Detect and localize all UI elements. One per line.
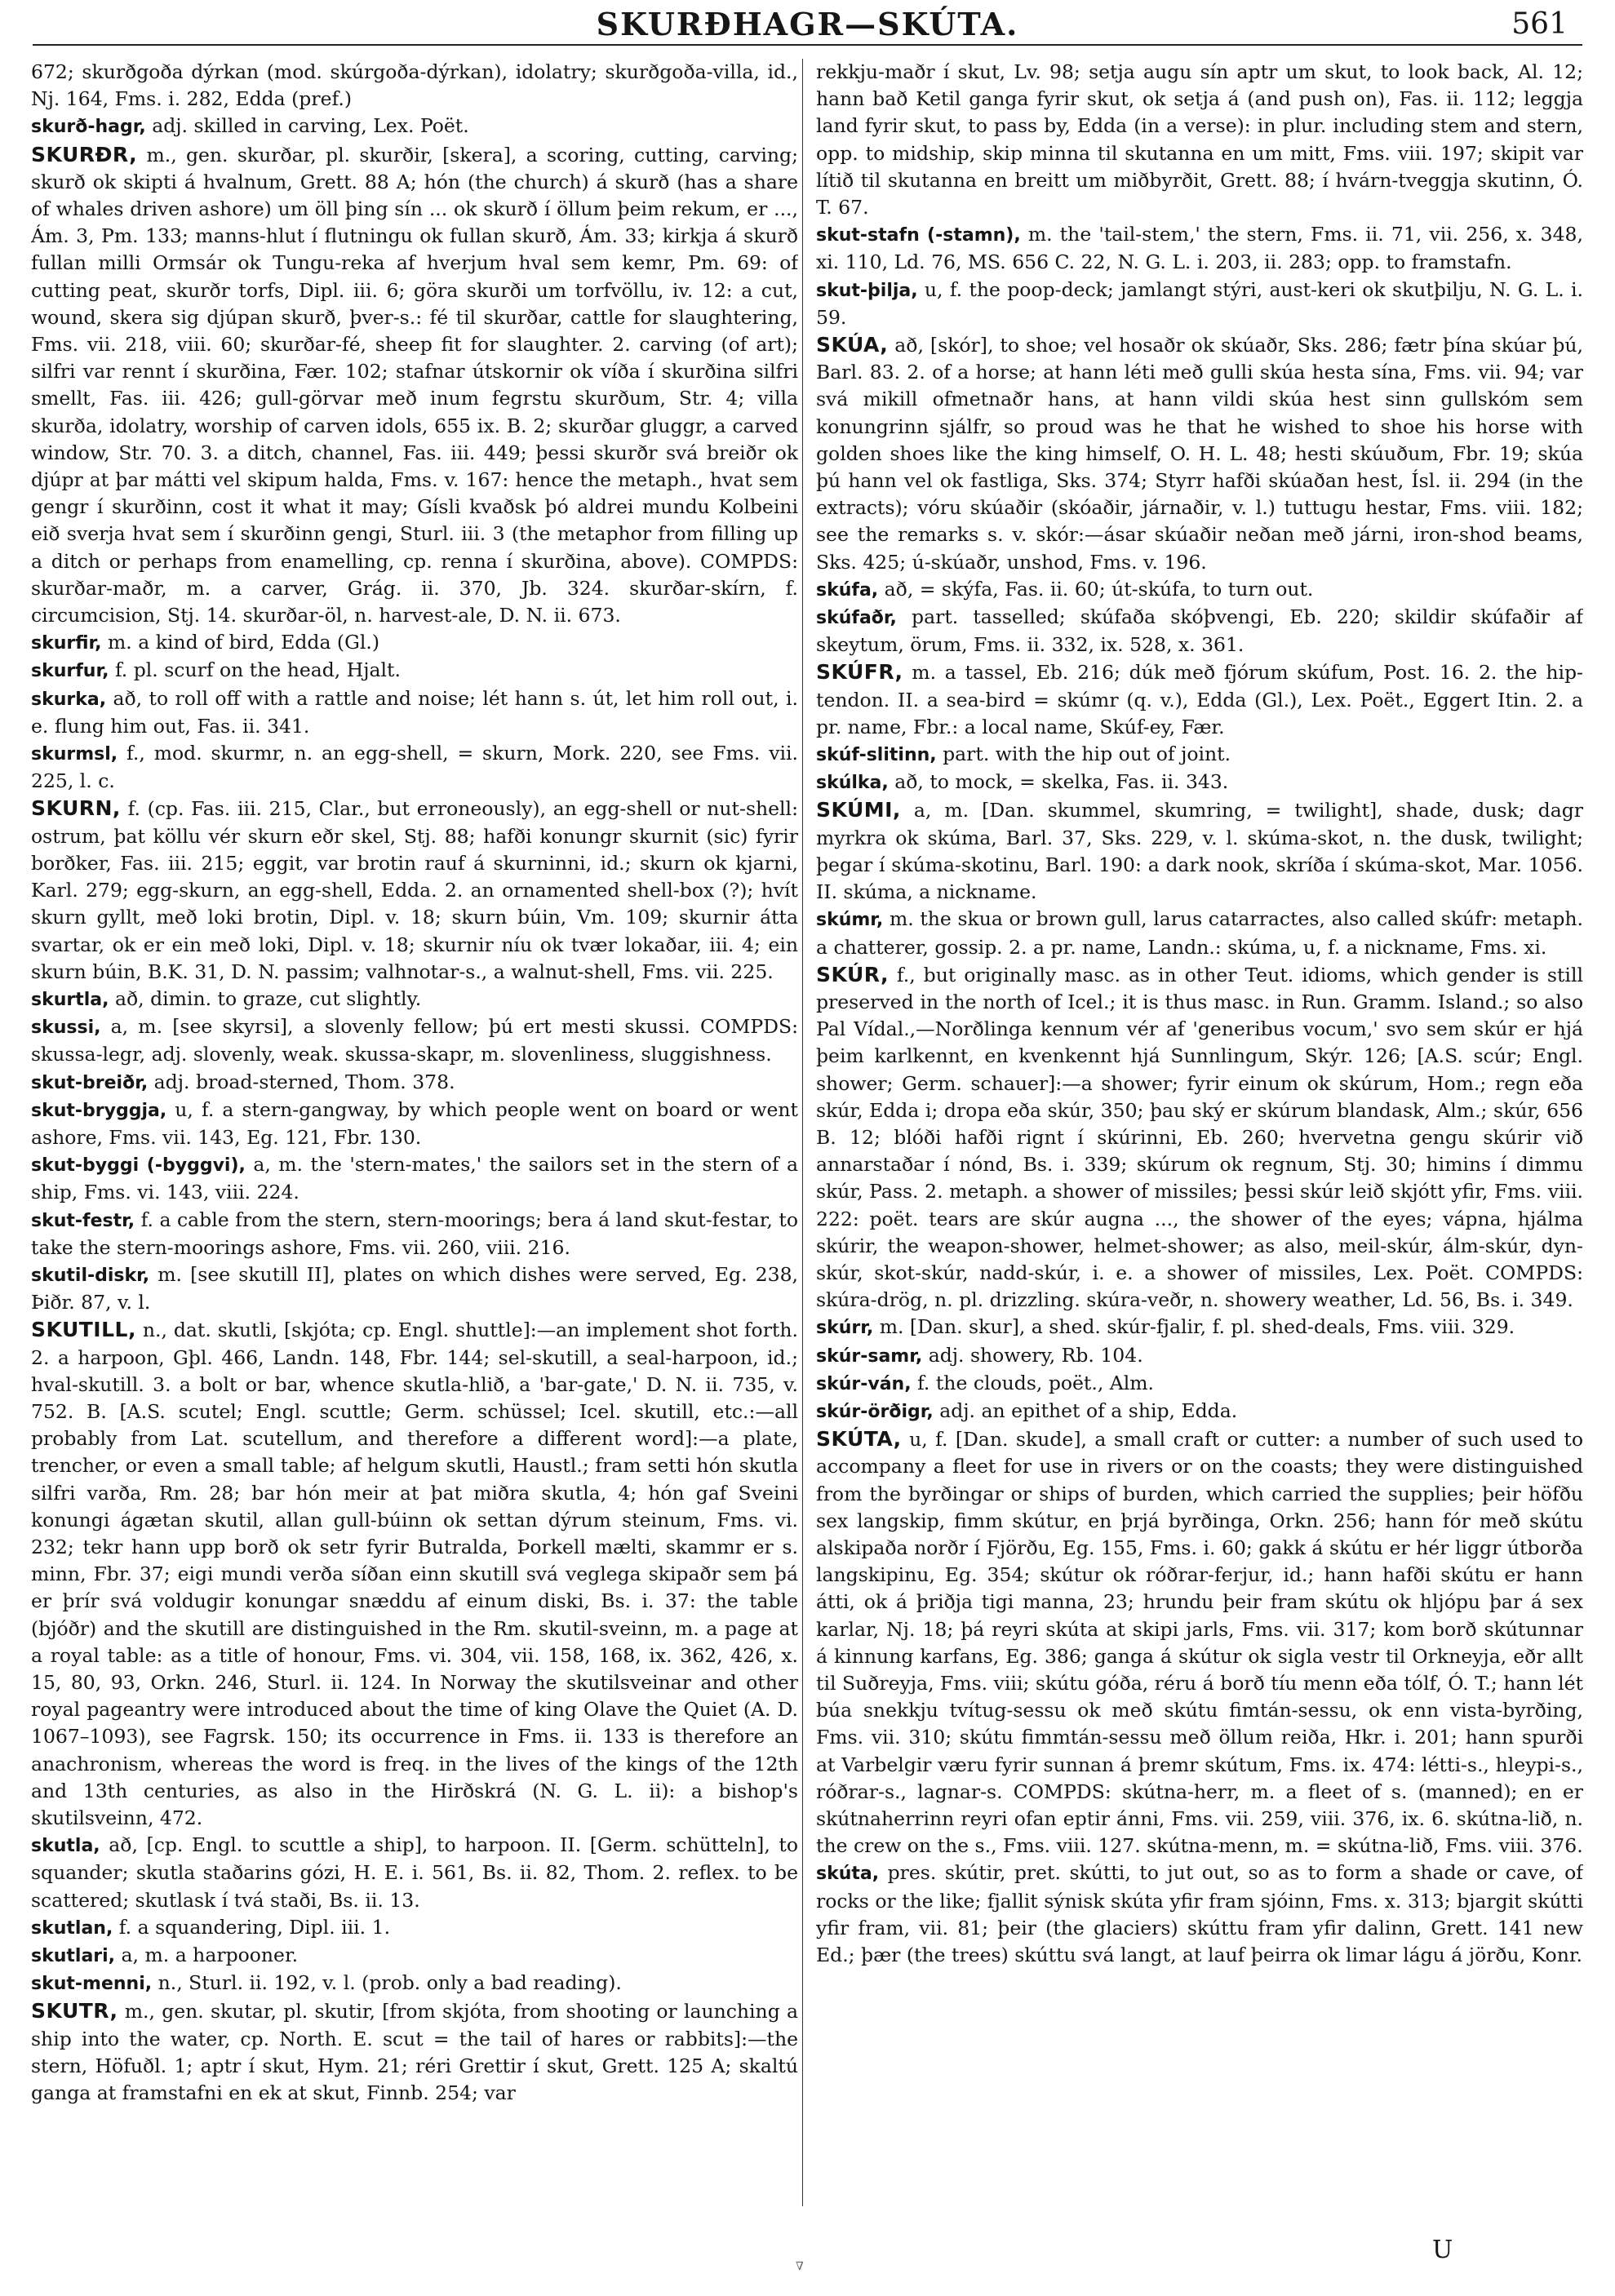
running-title: SKURÐHAGR—SKÚTA. [596,6,1019,42]
dictionary-entry [31,1151,798,1206]
entry-text: f. pl. scurf on the head, Hjalt. [114,658,401,682]
dictionary-entry [31,59,798,113]
entry-text: n., dat. skutli, [skjóta; cp. Engl. shuttle]:—an implement shot forth. 2. a harpoon, Gþl. 466, Landn. 148, Fbr. 144; sel-skutill, a seal-harpoon, id.; hval-skutill. 3. a bolt or bar, whence skutla-hlið, a 'bar-gate,' D. N. ii. 735, v. 752. B. [A.S. scutel; Engl. scuttle; Germ. schüssel; Icel. skutill, etc.:—all probably from Lat. scutellum, and therefore a different word]:—a plate, trencher, or even a small table; af helgum skutli, Haustl.; fram setti hón skutla silfri varða, Rm. 28; bar hón meir at þat miðra skutla, 4; hón gaf Sveini konungi ágætan skutil, allan gull-búinn ok settan dýrum steinum, Fms. vi. 232; tekr hann upp borð ok setr fyrir Butralda, Þorkell mælti, skammr er s. minn, Fbr. 37; eigi mundi verða síðan einn skutill svá veglega skipaðr sem þá er þrír svá voldugir konungar snæddu af einum diski, Bs. i. 37: the table (bjóðr) and the skutill are distinguished in the Rm. skutil-sveinn, m. a page at a royal table: as a title of honour, Fms. vi. 304, vii. 158, 168, ix. 362, 426, x. 15, 80, 93, Orkn. 246, Sturl. ii. 124. In Norway the skutilsveinar and other royal pageantry were introduced about the time of king Olave the Quiet (A. D. 1067–1093), see Fagrsk. 150; its occurrence in Fms. ii. 133 is therefore an anachronism, whereas the word is freq. in the lives of the kings of the 12th and 13th centuries, as also in the Hirðskrá (N. G. L. ii): a bishop's skutilsveinn, 472. [31,1319,798,1829]
dictionary-entry [31,1207,798,1261]
entry-text: m., gen. skutar, pl. skutir, [from skjóta, from shooting or launching a ship into the water, cp. North. E. scut = the tail of hares or rabbits]:—the stern, Höfuðl. 1; aptr í skut, Hym. 21; réri Grettir í skut, Grett. 125 A; skaltú ganga at framstafni en ek at skut, Finnb. 254; var [31,2000,798,2105]
headword: skut-festr, [31,1210,135,1231]
headword: skúfaðr, [816,608,897,629]
headword: skussi, [31,1017,101,1039]
dictionary-entry [31,685,798,740]
entry-text: f., mod. skurmr, n. an egg-shell, = skurn, Mork. 220, see Fms. vii. 225, l. c. [31,742,798,793]
entry-text: f. the clouds, poët., Alm. [917,1371,1155,1394]
headword: SKÚA, [816,333,889,357]
dictionary-entry [816,1859,1583,1969]
dictionary-entry [31,657,798,685]
headword: skúfa, [816,579,879,601]
entry-text: m. the skua or brown gull, larus catarractes, also called skúfr: metaph. a chatterer, gossip. 2. a pr. name, Landn.: skúma, u, f. a nickname, Fms. xi. [816,907,1583,959]
entry-text: að, to roll off with a rattle and noise; lét hann s. út, let him roll out, i. e. flung him out, Fas. ii. 341. [31,686,798,738]
entry-text: part. tasselled; skúfaða skóþvengi, Eb. 220; skildir skúfaðir af skeytum, örum, Fms. ii. 332, ix. 528, x. 361. [816,605,1583,657]
dictionary-entry [816,604,1583,658]
entry-text: a, m. a harpooner. [121,1944,299,1967]
entry-text: adj. skilled in carving, Lex. Poët. [152,114,469,138]
entry-text: u, f. the poop-deck; jamlangt stýri, aust-keri ok skutþilju, N. G. L. i. 59. [816,277,1583,329]
entry-text: m. a tassel, Eb. 216; dúk með fjórum skúfum, Post. 16. 2. the hip-tendon. II. a sea-bird = skúmr (q. v.), Edda (Gl.), Lex. Poët., Eggert Itin. 2. a pr. name, Fbr.: a local name, Skúf-ey, Fær. [816,661,1583,738]
entry-text: m. [see skutill II], plates on which dishes were served, Eg. 238, Þiðr. 87, v. l. [31,1262,798,1314]
page-number: 561 [1511,7,1568,41]
headword: skúf-slitinn, [816,745,937,766]
headword: SKURÐR, [31,142,138,166]
dictionary-entry [816,741,1583,769]
headword: skutlan, [31,1917,113,1939]
headword: skut-stafn (-stamn), [816,225,1021,246]
dictionary-entry [816,961,1583,1314]
dictionary-entry [816,906,1583,960]
headword: SKÚTA, [816,1427,902,1452]
entry-text: a, m. [see skyrsi], a slovenly fellow; þú ert mesti skussi. COMPDS: skussa-legr, adj. slovenly, weak. skussa-skapr, m. slovenliness, sluggishness. [31,1015,798,1066]
dictionary-entry [816,658,1583,741]
headword: skurka, [31,689,107,710]
entry-text: að, to mock, = skelka, Fas. ii. 343. [894,770,1229,794]
entry-text: að, [cp. Engl. to scuttle a ship], to harpoon. II. [Germ. schütteln], to squander; skutla staðarins gózi, H. E. i. 561, Bs. ii. 82, Thom. 2. reflex. to be scattered; skutlask í tvá staði, Bs. ii. 13. [31,1833,798,1912]
dictionary-entry [816,1370,1583,1398]
headword: SKÚR, [816,962,889,986]
entry-text: rekkju-maðr í skut, Lv. 98; setja augu sín aptr um skut, to look back, Al. 12; hann bað Ketil ganga fyrir skut, ok setja á (and push on), Fas. ii. 112; leggja land fyrir skut, to pass by, Edda (in a verse): in plur. including stem and stern, opp. to midship, skip minna til skutanna en um mitt, Fms. viii. 197; skipit var lítið til skutanna en breitt um miðbyrðit, Grett. 88; í hvárn-tveggja skutinn, Ó. T. 67. [816,60,1583,219]
headword: skúmr, [816,910,884,931]
dictionary-entry [31,1970,798,1997]
column-divider [802,59,803,2206]
dictionary-entry [31,629,798,657]
headword: SKÚFR, [816,660,903,685]
entry-text: part. with the hip out of joint. [943,742,1231,766]
headword: skutlari, [31,1946,116,1967]
headword: SKÚMI, [816,798,901,822]
entry-text: a, m. [Dan. skummel, skumring, = twilight], shade, dusk; dagr myrkra ok skúma, Barl. 37, Sks. 229, v. l. skúma-skot, n. the dusk, twilight; þegar í skúma-skotinu, Barl. 190: a dark nook, skríða í skúma-skot, Mar. 1056. II. skúma, a nickname. [816,799,1583,904]
dictionary-entry [816,1425,1583,1859]
headword: skut-bryggja, [31,1100,167,1121]
dictionary-entry [31,1832,798,1914]
headword: skúr-örðigr, [816,1401,934,1422]
headword: SKUTR, [31,1999,118,2023]
dictionary-entry [816,1398,1583,1425]
dictionary-entry [31,986,798,1013]
headword: SKUTILL, [31,1318,136,1342]
headword: skutil-diskr, [31,1265,150,1286]
dictionary-entry [31,1942,798,1970]
dictionary-entry [816,1314,1583,1341]
headword: skut-þilja, [816,280,918,301]
dictionary-entry [31,1914,798,1942]
dictionary-entry [31,141,798,630]
dictionary-entry [31,113,798,140]
entry-text: m. the 'tail-stem,' the stern, Fms. ii. 71, vii. 256, x. 348, xi. 110, Ld. 76, MS. 656 C. 22, N. G. L. i. 203, ii. 283; opp. to framstafn. [816,223,1583,274]
left-column [31,59,798,2231]
entry-text: m., gen. skurðar, pl. skurðir, [skera], a scoring, cutting, carving; skurð ok skipti á hvalnum, Grett. 88 A; hón (the church) á skurð (has a share of whales driven ashore) um öll þing sín ... ok skurð í öllum þeim rekum, er ..., Ám. 3, Pm. 133; manns-hlut í flutningu ok fullan skurð, Ám. 33; kirkja á skurð fullan milli Ormsár ok Tungu-reka af hverjum hval sem kemr, Pm. 69: of cutting peat, skurðr torfs, Dipl. iii. 6; göra skurði um torfvöllu, iv. 12: a cut, wound, skera sig djúpan skurð, þver-s.: fé til skurðar, cattle for slaughtering, Fms. vii. 218, viii. 60; skurðar-fé, sheep fit for slaughter. 2. carving (of art); silfri var rennt í skurðina, Fær. 102; stafnar útskornir ok víða í skurðina silfri smellt, Fas. iii. 426; gull-görvar með inum fegrstu skurðum, Str. 4; villa skurða, idolatry, worship of carven idols, 655 ix. B. 2; skurðar gluggr, a carved window, Str. 70. 3. a ditch, channel, Fas. iii. 449; þessi skurðr svá breiðr ok djúpr at þar mátti vel skipum halda, Fms. v. 167: hence the metaph., hvat sem gengr í skurðinn, cost it what it may; Gísli kvaðsk þó aldrei mundu Kolbeini eið sverja hvat sem í skurðinn gengi, Sturl. iii. 3 (the metaphor from filling up a ditch or perhaps from enamelling, cp. renna í skurðina, above). COMPDS: skurðar-maðr, m. a carver, Grág. ii. 370, Jb. 324. skurðar-skírn, f. circumcision, Stj. 14. skurðar-öl, n. harvest-ale, D. N. ii. 673. [31,143,798,627]
headword: skurtla, [31,989,109,1010]
entry-text: m. [Dan. skur], a shed. skúr-fjalir, f. pl. shed-deals, Fms. viii. 329. [879,1315,1515,1339]
dictionary-entry [816,769,1583,796]
entry-text: 672; skurðgoða dýrkan (mod. skúrgoða-dýrkan), idolatry; skurðgoða-villa, id., Nj. 164, Fms. i. 282, Edda (pref.) [31,60,798,111]
entry-text: adj. an epithet of a ship, Edda. [939,1398,1238,1422]
dictionary-entry [816,221,1583,276]
headword: skúrr, [816,1318,874,1339]
dictionary-entry [816,59,1583,221]
entry-text: adj. showery, Rb. 104. [928,1343,1143,1367]
dictionary-entry [31,795,798,985]
page-header [33,8,1582,60]
foot-mark: ∇ [796,2260,804,2273]
dictionary-entry [31,1316,798,1832]
entry-text: að, dimin. to graze, cut slightly. [114,986,422,1010]
header-rule [33,44,1582,46]
headword: skúlka, [816,773,889,794]
entry-text: a, m. the 'stern-mates,' the sailors set in the stern of a ship, Fms. vi. 143, viii. 224. [31,1153,798,1204]
headword: skúr-samr, [816,1345,923,1367]
entry-text: m. a kind of bird, Edda (Gl.) [108,631,380,654]
dictionary-entry [816,796,1583,906]
dictionary-entry [31,740,798,795]
headword: skurfur, [31,661,109,682]
headword: SKURN, [31,796,121,821]
headword: skúr-ván, [816,1373,912,1394]
headword: skurð-hagr, [31,117,146,138]
entry-text: f. a cable from the stern, stern-moorings; bera á land skut-festar, to take the stern-moorings ashore, Fms. vii. 260, viii. 216. [31,1208,798,1259]
dictionary-entry [31,1097,798,1151]
dictionary-entry [816,277,1583,331]
headword: skutla, [31,1836,100,1857]
dictionary-entry [31,1261,798,1316]
headword: skúta, [816,1864,880,1885]
headword: skut-byggi (-byggvi), [31,1155,246,1177]
dictionary-entry [31,1013,798,1068]
headword: skut-menni, [31,1974,153,1995]
dictionary-entry [31,1997,798,2107]
entry-text: f., but originally masc. as in other Teut. idioms, which gender is still preserved in the north of Icel.; it is thus masc. in Run. Gramm. Island.; so also Pal Vídal.,—Norðlinga kennum vér af 'generibus vocum,' svo sem skúr er hjá þeim karlkennt, en kvenkennt hjá Sunnlingum, Skýr. 126; [A.S. scúr; Engl. shower; Germ. schauer]:—a shower; fyrir einum ok skúrum, Hom.; regn eða skúr, Edda i; dropa eða skúr, 350; þau ský er skúrum blandask, Alm.; skúr, 656 B. 12; blóði hafði rignt í skúrinni, Eb. 260; hvervetna gengu skúrir við annarstaðar í nónd, Bs. i. 339; skúrum ok regnum, Stj. 30; himins í dimmu skúr, Pass. 2. metaph. a shower of missiles; þessi skúr leið skjótt yfir, Fms. viii. 222: poët. tears are skúr augna ..., the shower of the eyes; vápna, hjálma skúrir, the weapon-shower, helmet-shower; as also, meil-skúr, álm-skúr, dyn-skúr, skot-skúr, nadd-skúr, i. e. a shower of missiles, Lex. Poët. COMPDS: skúra-drög, n. pl. drizzling. skúra-veðr, n. showery weather, Ld. 56, Bs. i. 349. [816,963,1583,1312]
entry-text: að, = skýfa, Fas. ii. 60; út-skúfa, to turn out. [884,577,1314,601]
dictionary-entry [816,1342,1583,1370]
entry-text: n., Sturl. ii. 192, v. l. (prob. only a bad reading). [158,1971,622,1995]
right-column [816,59,1583,2231]
entry-text: adj. broad-sterned, Thom. 378. [153,1070,455,1093]
entry-text: f. a squandering, Dipl. iii. 1. [118,1915,391,1939]
headword: skurfir, [31,633,102,654]
dictionary-entry [31,1069,798,1097]
dictionary-entry [816,331,1583,576]
entry-text: u, f. [Dan. skude], a small craft or cutter: a number of such used to accompany a fleet for use in rivers or on the coasts; they were distinguished from the byrðingar or ships of burden, which carried the supplies; þeir höfðu sex langskip, fimm skútur, en þrjá byrðinga, Orkn. 256; hann fór með skútu alskipaða norðr í Fjörðu, Eg. 155, Fms. i. 60; gakk á skútu er hér liggr útborða langskipinu, Eg. 354; skútur ok róðrar-ferjur, id.; hann hafði skútu er hann átti, ok á þriðja tigi manna, 23; hrundu þeir fram skútu ok hljópu þar á sex karlar, Nj. 18; þá reyri skúta at skipi jarls, Fms. vii. 317; kom borð skútunnar á kinnung karfans, Eg. 386; ganga á skútur ok sigla vestr til Orkneyja, eðr allt til Suðreyja, Fms. viii; skútu góða, réru á borð tíu menn eða tólf, Ó. T.; hann lét búa snekkju tvítug-sessu ok með skútu fimtán-sessu, ok enn vista-byrðing, Fms. vii. 310; skútu fimmtán-sessu með öllum reiða, Hkr. i. 201; hann spurði at Varbelgir væru fyrir sunnan á þremr skútum, Fms. ix. 474: létti-s., hleypi-s., róðrar-s., lagnar-s. COMPDS: skútna-herr, m. a fleet of s. (manned); en er skútnaherrinn reyri ofan eptir ánni, Fms. vii. 259, viii. 376, ix. 6. skútna-lið, n. the crew on the s., Fms. viii. 127. skútna-menn, m. = skútna-lið, Fms. viii. 376. [816,1428,1583,1858]
entry-text: að, [skór], to shoe; vel hosaðr ok skúaðr, Sks. 286; fætr þína skúar þú, Barl. 83. 2. of a horse; at hann léti með gulli skúa hesta sína, Fms. vii. 94; var svá mikill ofmetnaðr hans, at hann vildi skúa hest sinn gullskóm sem konungrinn sjálfr, so proud was he that he wished to shoe his horse with golden shoes like the king himself, O. H. L. 48; hesti skúuðum, Fbr. 19; skúa þú hann vel ok fastliga, Sks. 374; Styrr hafði skúaðan hest, Ísl. ii. 294 (in the extracts); vóru skúaðir (skóaðir, járnaðir, v. l.) tuttugu hestar, Fms. viii. 182; see the remarks s. v. skór:—ásar skúaðir neðan með járni, iron-shod beams, Sks. 425; ú-skúaðr, unshod, Fms. v. 196. [816,334,1583,574]
entry-text: f. (cp. Fas. iii. 215, Clar., but erroneously), an egg-shell or nut-shell: ostrum, þat köllu vér skurn eðr skel, Stj. 88; hafði konungr skurnit (sic) fyrir borðker, Fas. iii. 215; eggit, var brotin rauf á skurninni, id.; skurn ok kjarni, Karl. 279; egg-skurn, an egg-shell, Edda. 2. an ornamented shell-box (?); hvít skurn gyllt, með loki brotin, Dipl. v. 18; skurn búin, Vm. 109; skurnir átta svartar, ok er ein með loki, Dipl. v. 18; skurnir níu ok tvær lokaðar, iii. 4; ein skurn búin, B.K. 31, D. N. passim; valhnotar-s., a walnut-shell, Fms. vii. 225. [31,797,798,983]
entry-text: pres. skútir, pret. skútti, to jut out, so as to form a shade or cave, of rocks or the like; fjallit sýnisk skúta yfir fram sjóinn, Fms. x. 313; bjargit skútti yfir fram, vii. 81; þeir (the glaciers) skúttu fram yfir dalinn, Grett. 141 new Ed.; þær (the trees) skúttu svá langt, at lauf þeirra ok limar lágu á jörðu, Konr. [816,1861,1583,1967]
headword: skurmsl, [31,744,118,765]
signature-mark: U [1432,2236,1453,2264]
dictionary-entry [816,576,1583,604]
headword: skut-breiðr, [31,1072,149,1093]
entry-text: u, f. a stern-gangway, by which people went on board or went ashore, Fms. vii. 143, Eg. 121, Fbr. 130. [31,1097,798,1149]
